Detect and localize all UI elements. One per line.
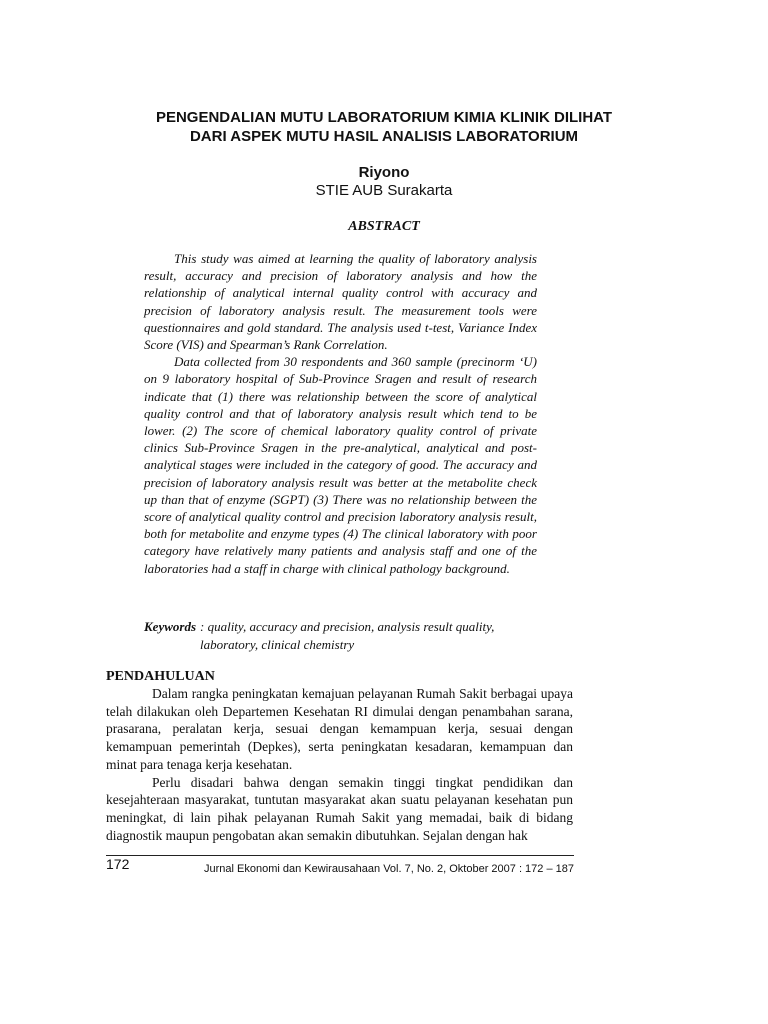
footer-divider bbox=[106, 855, 574, 856]
paper-title bbox=[96, 108, 672, 146]
title-line-2: DARI ASPEK MUTU HASIL ANALISIS LABORATORIUM bbox=[189, 128, 579, 145]
body-paragraph: Dalam rangka peningkatan kemajuan pelayanan Rumah Sakit berbagai upaya telah dilakukan oleh Departemen Kesehatan RI dimulai dengan penambahan sarana, prasarana, peralatan kerja, sesuai dengan kemampuan kerja, sesuai dengan kemampuan pemerintah (Depkes), serta peningkatan kesadaran, kemampuan dan minat para tenaga kerja kesehatan. bbox=[106, 686, 573, 772]
abstract-body bbox=[144, 250, 537, 577]
keywords bbox=[144, 618, 544, 653]
abstract-heading: ABSTRACT bbox=[348, 219, 420, 234]
journal-citation: Jurnal Ekonomi dan Kewirausahaan Vol. 7, No. 2, Oktober 2007 : 172 – 187 bbox=[204, 863, 574, 875]
section-body bbox=[106, 685, 573, 844]
author-name: Riyono bbox=[358, 164, 410, 181]
title-line-1: PENGENDALIAN MUTU LABORATORIUM KIMIA KLINIK DILIHAT bbox=[155, 109, 613, 126]
author-affiliation: STIE AUB Surakarta bbox=[315, 182, 453, 199]
section-heading: PENDAHULUAN bbox=[106, 669, 215, 684]
keywords-label: Keywords bbox=[144, 619, 196, 634]
abstract-paragraph: Data collected from 30 respondents and 360 sample (precinorm ‘U) on 9 laboratory hospital of Sub-Province Sragen and result of research indicate that (1) there was relationship between the score of analytical quality control and that of laboratory analysis result which tend to be lower. (2) The score of chemical laboratory quality control of private clinics Sub-Province Sragen in the pre-analytical, analytical and post-analytical stages were included in the category of good. The accuracy and precision of laboratory analysis result was better at the metabolite check up than that of enzyme (SGPT) (3) There was no relationship between the score of analytical quality control and precision laboratory analysis result, both for metabolite and enzyme types (4) The clinical laboratory with poor category have relatively many patients and analysis staff and one of the laboratories had a staff in charge with clinical pathology background. bbox=[144, 354, 537, 576]
keywords-list: : quality, accuracy and precision, analysis result quality, laboratory, clinical chemistry bbox=[200, 619, 495, 652]
page-number: 172 bbox=[106, 856, 130, 872]
abstract-paragraph: This study was aimed at learning the quality of laboratory analysis result, accuracy and precision of laboratory analysis and how the relationship of analytical internal quality control with accuracy and precision of laboratory analysis result. The measurement tools were questionnaires and gold standard. The analysis used t-test, Variance Index Score (VIS) and Spearman’s Rank Correlation. bbox=[144, 251, 537, 353]
body-paragraph: Perlu disadari bahwa dengan semakin tinggi tingkat pendidikan dan kesejahteraan masyarakat, tuntutan masyarakat akan suatu pelayanan kesehatan pun meningkat, di lain pihak pelayanan Rumah Sakit yang memadai, baik di bidang diagnostik maupun pengobatan akan semakin dibutuhkan. Sejalan dengan hak bbox=[106, 774, 573, 843]
